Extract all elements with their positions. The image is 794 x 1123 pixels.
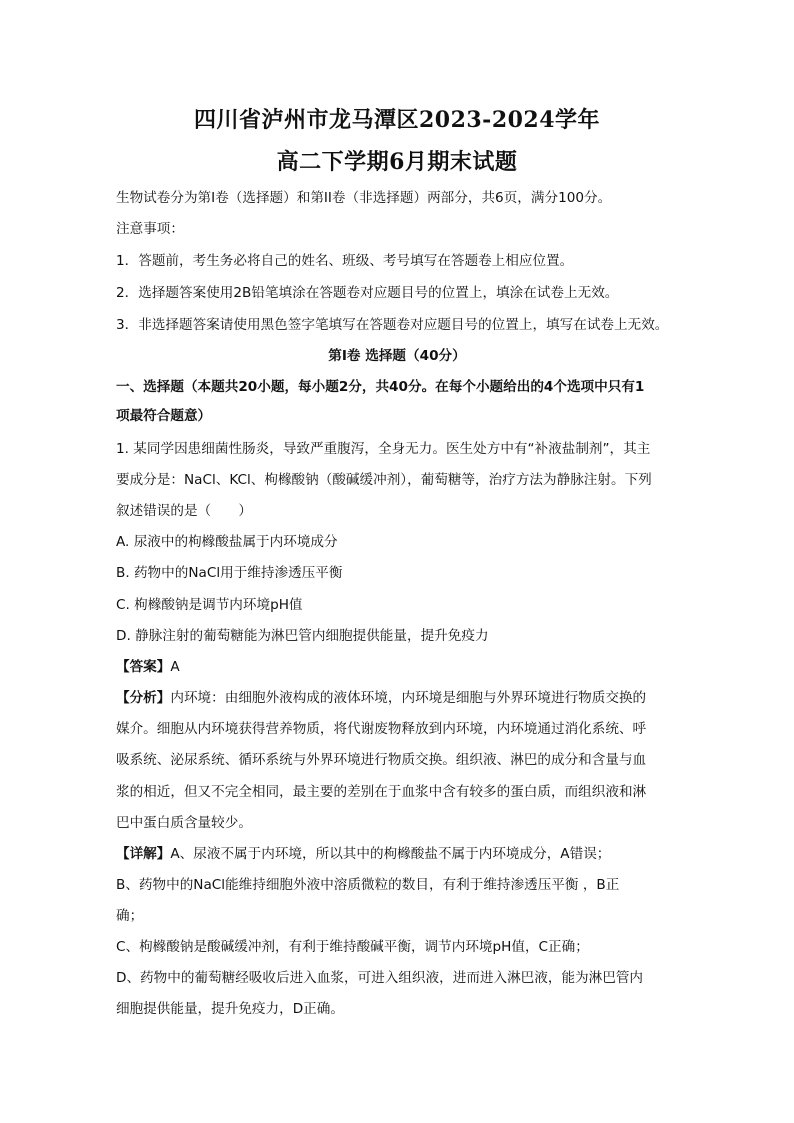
detail-text: 细胞提供能量，提升免疫力，D正确。 xyxy=(116,1001,344,1017)
intro-text: 生物试卷分为第I卷（选择题）和第II卷（非选择题）两部分，共6页，满分100分。 xyxy=(116,190,612,206)
detail-text: C、枸橼酸钠是酸碱缓冲剂，有利于维持酸碱平衡，调节内环境pH值，C正确； xyxy=(116,939,589,955)
option-a: A. 尿液中的枸橼酸盐属于内环境成分 xyxy=(116,534,338,550)
analysis-text: 巴中蛋白质含量较少。 xyxy=(116,815,252,831)
title-line-2: 高二下学期6月期末试题 xyxy=(276,149,518,175)
analysis-text: 浆的相近，但又不完全相同，最主要的差别在于血浆中含有较多的蛋白质，而组织液和淋 xyxy=(116,784,647,800)
analysis-text: 媒介。细胞从内环境获得营养物质，将代谢废物释放到内环境，内环境通过消化系统、呼 xyxy=(116,721,647,737)
section-instruction: 项最符合题意） xyxy=(116,408,212,424)
answer-line xyxy=(116,655,180,675)
detail-text: D、药物中的葡萄糖经吸收后进入血浆，可进入组织液，进而进入淋巴液，能为淋巴管内 xyxy=(116,970,644,986)
answer-value: A xyxy=(170,659,180,675)
note-item: 1．答题前，考生务必将自己的姓名、班级、考号填写在答题卷上相应位置。 xyxy=(116,253,574,269)
question-stem: 要成分是：NaCl、KCl、枸橼酸钠（酸碱缓冲剂），葡萄糖等，治疗方法为静脉注射。下列 xyxy=(116,472,652,488)
title-line-1: 四川省泸州市龙马潭区2023-2024学年 xyxy=(193,107,601,133)
answer-label: 【答案】 xyxy=(116,659,171,675)
detail-text: 确； xyxy=(116,908,144,924)
note-item: 2．选择题答案使用2B铅笔填涂在答题卷对应题目号的位置上，填涂在试卷上无效。 xyxy=(116,285,619,301)
note-item: 3．非选择题答案请使用黑色签字笔填写在答题卷对应题目号的位置上，填写在试卷上无效。 xyxy=(116,317,669,333)
detail-text: B、药物中的NaCl能维持细胞外液中溶质微粒的数目，有利于维持渗透压平衡 ，B正 xyxy=(116,877,620,893)
analysis-label: 【分析】 xyxy=(116,690,171,706)
detail-line xyxy=(116,842,610,862)
option-c: C. 枸橼酸钠是调节内环境pH值 xyxy=(116,597,303,613)
detail-text: A、尿液不属于内环境，所以其中的枸橼酸盐不属于内环境成分，A错误； xyxy=(170,846,611,862)
question-stem: 叙述错误的是（ ） xyxy=(116,503,252,519)
option-d: D. 静脉注射的葡萄糖能为淋巴管内细胞提供能量，提升免疫力 xyxy=(116,628,489,644)
section-title: 第I卷 选择题（40分） xyxy=(328,348,466,364)
question-stem: 1. 某同学因患细菌性肠炎，导致严重腹泻，全身无力。医生处方中有“补液盐制剂”，其主 xyxy=(116,441,651,457)
analysis-text: 内环境：由细胞外液构成的液体环境，内环境是细胞与外界环境进行物质交换的 xyxy=(170,690,647,706)
analysis-text: 吸系统、泌尿系统、循环系统与外界环境进行物质交换。组织液、淋巴的成分和含量与血 xyxy=(116,752,647,768)
detail-label: 【详解】 xyxy=(116,846,171,862)
option-b: B. 药物中的NaCl用于维持渗透压平衡 xyxy=(116,565,343,581)
section-instruction: 一、选择题（本题共20小题，每小题2分，共40分。在每个小题给出的4个选项中只有1 xyxy=(116,379,645,395)
notes-heading: 注意事项： xyxy=(116,221,184,237)
analysis-line xyxy=(116,686,646,706)
